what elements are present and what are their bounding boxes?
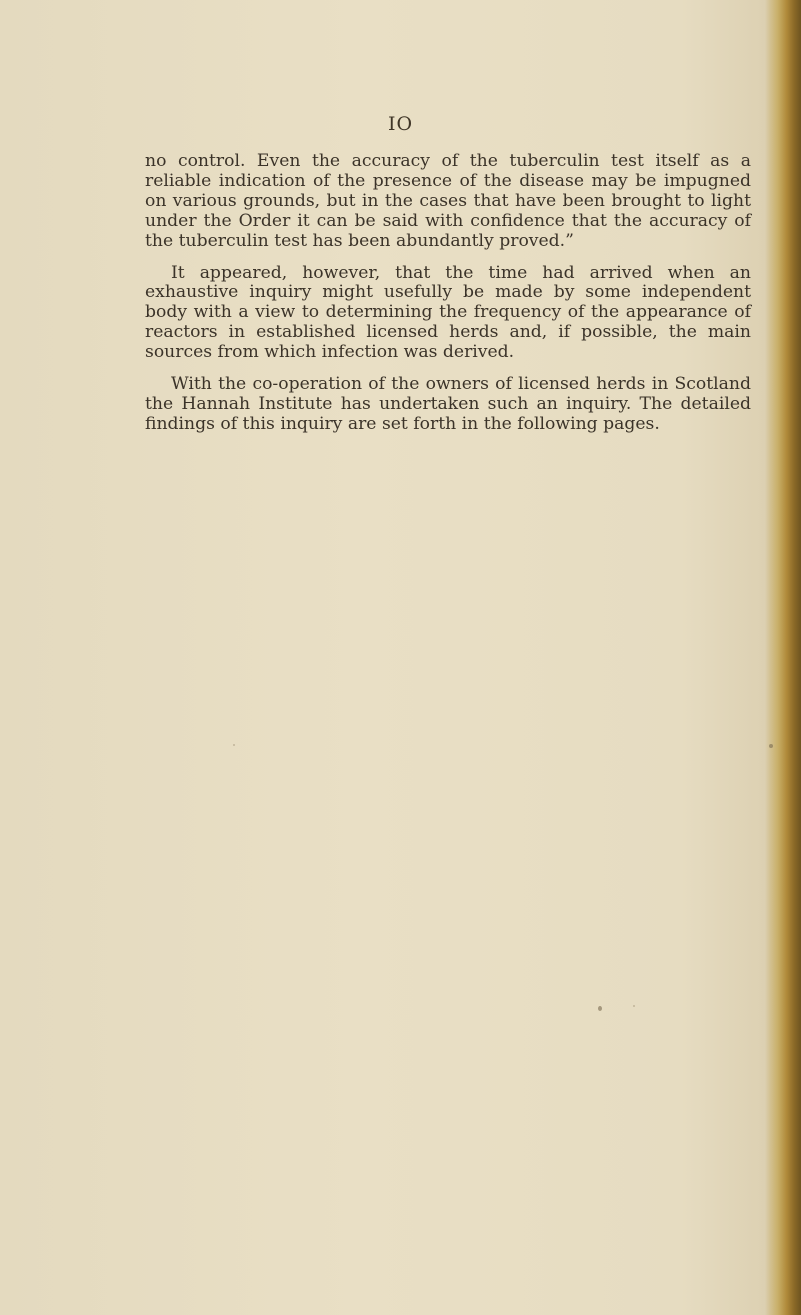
paragraph-2: It appeared, however, that the time had arrived when an exhaustive inquiry might usefully be made by some independent body with a view to determining the frequency of the appearance of reactors in established licensed herds and, if possible, the main sources from which infection was derived. — [145, 262, 751, 363]
paragraph-3: With the co-operation of the owners of licensed herds in Scotland the Hannah Institute has undertaken such an inquiry. The detailed findings of this inquiry are set forth in the following pages. — [145, 374, 751, 434]
paper-speck — [233, 744, 235, 746]
paper-speck — [633, 1005, 635, 1007]
page-edge-shadow — [765, 0, 801, 1315]
page-number: IO — [387, 113, 414, 135]
body-text — [145, 152, 751, 447]
paper-speck — [598, 1006, 602, 1011]
paper-speck — [769, 744, 773, 748]
paragraph-1: no control. Even the accuracy of the tuberculin test itself as a reliable indication of the presence of the disease may be impugned on various grounds, but in the cases that have been brought to light under the Order it can be said with confidence that the accuracy of the tuberculin test has been abundantly proved.” — [145, 151, 751, 251]
